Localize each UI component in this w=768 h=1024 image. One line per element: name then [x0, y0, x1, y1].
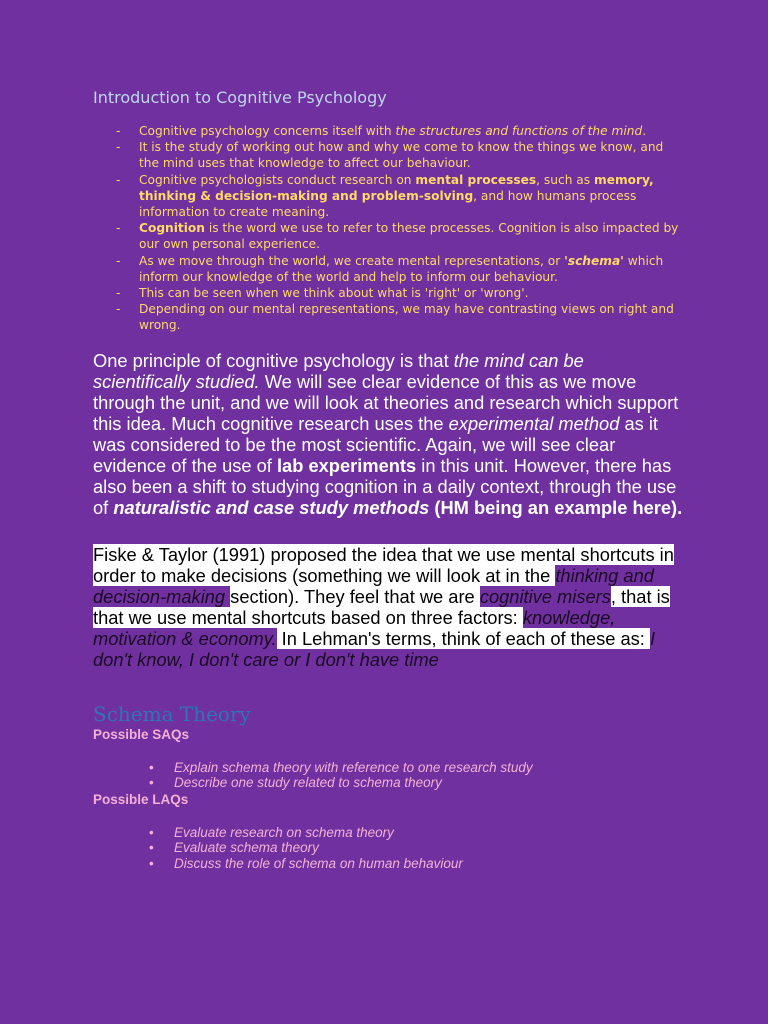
text-run: knowledge, motivation & economy.: [93, 606, 616, 649]
possible-laqs-heading: Possible LAQs: [93, 791, 189, 807]
saq-list: [93, 760, 683, 791]
text-run: memory, thinking & decision-making and problem-solving: [139, 172, 654, 203]
text-run: naturalistic and case study methods: [113, 496, 430, 518]
text-run: which inform our knowledge of the world and help to inform our behaviour.: [139, 253, 664, 284]
intro-list-item: [139, 220, 683, 252]
text-run: mental processes: [415, 172, 537, 187]
text-run: the structures and functions of the mind: [395, 124, 643, 138]
text-run: , that is that we use mental shortcuts based on three factors:: [93, 585, 670, 628]
question-list-item: • Discuss the role of schema on human behaviour: [174, 856, 683, 872]
text-run: As we move through the world, we create mental representations, or: [139, 253, 565, 268]
document-page: [93, 88, 683, 872]
text-run: thinking and decision-making: [93, 564, 654, 607]
fiske-taylor-paragraph: [93, 544, 683, 670]
schema-theory-heading: Schema Theory: [93, 701, 251, 726]
text-run: We will see clear evidence of this as we move through the unit, and we will look at theories and research which support this idea. Much cognitive research uses the: [93, 370, 679, 434]
text-run: .: [642, 124, 647, 138]
text-run: Depending on our mental representations, we may have contrasting views on right and wrong.: [139, 302, 674, 333]
page-title: Introduction to Cognitive Psychology: [93, 88, 387, 107]
text-run: Cognitive psychology concerns itself with: [139, 124, 396, 138]
text-run: the mind can be scientifically studied.: [93, 349, 584, 392]
text-run: In Lehman's terms, think of each of these as:: [276, 627, 650, 649]
question-list-item: • Describe one study related to schema theory: [174, 775, 683, 791]
question-list-item: • Explain schema theory with reference to one research study: [174, 760, 683, 776]
text-run: Fiske & Taylor (1991) proposed the idea that we use mental shortcuts in order to make decisions (something we will look at in the: [93, 543, 674, 586]
text-run: section). They feel that we are: [230, 585, 480, 607]
intro-list-item: [139, 123, 683, 139]
text-run: cognitive misers: [479, 585, 611, 607]
text-run: It is the study of working out how and why we come to know the things we know, and the mind uses that knowledge to affect our behaviour.: [139, 140, 664, 171]
text-run: I don't know, I don't care or I don't have time: [93, 627, 656, 670]
text-run: One principle of cognitive psychology is that: [93, 349, 454, 371]
principle-paragraph: [93, 350, 683, 518]
intro-list-item: [139, 253, 683, 285]
text-run: experimental method: [448, 412, 620, 434]
text-run: as it was considered to be the most scientific. Again, we will see clear evidence of the use of: [93, 412, 658, 476]
text-run: This can be seen when we think about what is 'right' or 'wrong'.: [139, 286, 529, 301]
intro-list-item: [139, 172, 683, 221]
text-run: , such as: [536, 172, 594, 187]
laq-list: [93, 825, 683, 872]
text-run: Cognitive psychologists conduct research on: [139, 172, 416, 187]
text-run: (HM being an example here).: [429, 496, 683, 518]
intro-list-item: [139, 139, 683, 171]
text-run: lab experiments: [276, 454, 417, 476]
text-run: is the word we use to refer to these processes. Cognition is also impacted by our own personal experience.: [139, 221, 679, 252]
question-list-item: • Evaluate schema theory: [174, 840, 683, 856]
possible-saqs-heading: Possible SAQs: [93, 726, 190, 742]
question-list-item: • Evaluate research on schema theory: [174, 825, 683, 841]
text-run: , and how humans process information to create meaning.: [139, 188, 637, 220]
text-run: 'schema': [564, 253, 624, 268]
text-run: Cognition: [139, 221, 205, 236]
intro-list-item: [139, 301, 683, 333]
text-run: in this unit. However, there has also been a shift to studying cognition in a daily context, through the use of: [93, 454, 677, 518]
intro-list-item: [139, 285, 683, 301]
intro-list: [93, 123, 683, 334]
